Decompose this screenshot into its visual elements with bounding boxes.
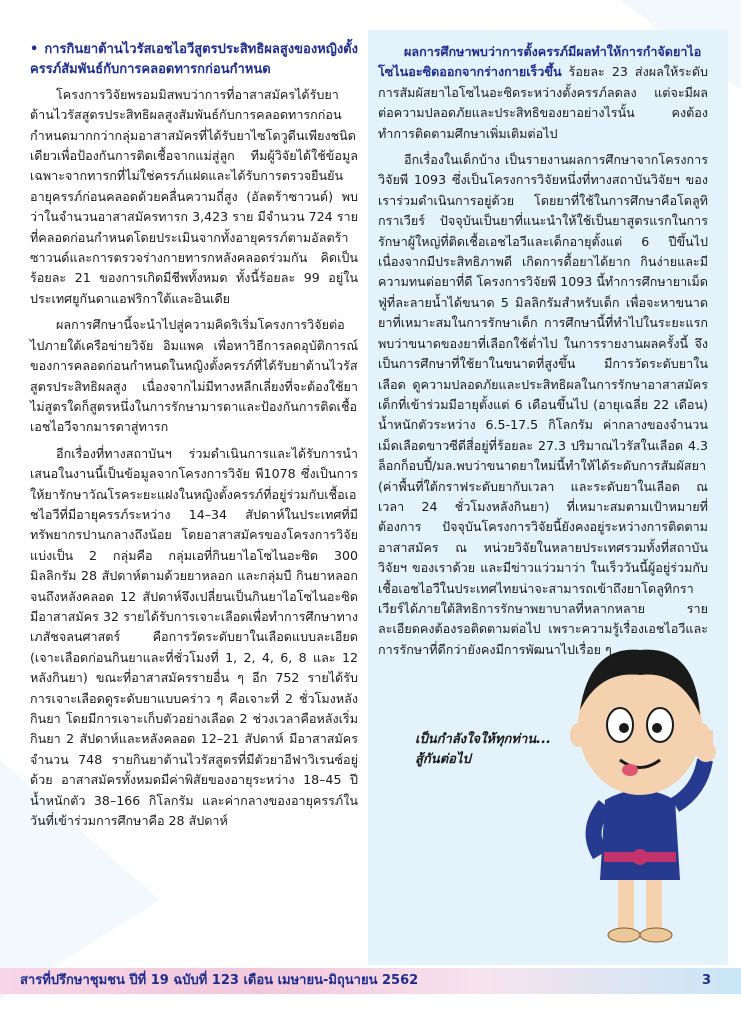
paragraph: ผลการศึกษานี้จะนำไปสู่ความคิดริเริ่มโครงการวิจัยต่อไปภายใต้เครือข่ายวิจัย อิมแพค เพื่อหาวิธีการลดอุบัติการณ์ของการคลอดก่อนกำหนดในหญิงตั้งครรภ์ที่ได้รับยาต้านไวรัสสูตรประสิทธิผลสูง เนื่องจากไม่มีทางหลีกเลี่ยงที่จะต้องใช้ยาไม่สูตรใดก็สูตรหนึ่งในการรักษามารดาและป้องกันการติดเชื้อเอชไอวีจากมารดาสู่ทารก [30, 317, 358, 435]
footer-publication-info: สารที่ปรึกษาชุมชน ปีที่ 19 ฉบับที่ 123 เดือน เมษายน-มิถุนายน 2562 [20, 973, 419, 988]
bullet-icon: • [30, 42, 39, 57]
paragraph: อีกเรื่องในเด็กบ้าง เป็นรายงานผลการศึกษาจากโครงการวิจัยพี 1093 ซึ่งเป็นโครงการวิจัยหนึ่งที่ทางสถาบันวิจัยฯ ของเราร่วมดำเนินการอยู่ด้วย โดยยาที่ใช้ในการศึกษาคือโดลูทิกราเวียร์ ปัจจุบันเป็นยาที่แนะนำให้ใช้เป็นยาสูตรแรกในการรักษาผู้ใหญ่ที่ติดเชื้อเอชไอวีและเด็กอายุตั้งแต่ 6 ปีขึ้นไป เนื่องจากมีประสิทธิภาพดี เกิดการดื้อยาได้ยาก กินง่ายและมีความทนต่อยาที่ดี โครงการวิจัยพี 1093 นี้ทำการศึกษายาเม็ดฟู่ที่ละลายน้ำได้ขนาด 5 มิลลิกรัมสำหรับเด็ก เพื่อจะหาขนาดยาที่เหมาะสมในการรักษาเด็ก การศึกษานี้ที่ทำไปในระยะแรก พบว่าขนาดของยาที่เลือกใช้ต่ำไป ในการรายงานผลครั้งนี้ จึงเป็นการศึกษาที่ใช้ยาในขนาดที่สูงขึ้น มีการวัดระดับยาในเลือด ดูความปลอดภัยและประสิทธิผลในการรักษาอาสาสมัครเด็กที่เข้าร่วมมีอายุตั้งแต่ 6 เดือนขึ้นไป (อายุเฉลี่ย 22 เดือน) น้ำหนักตัวระหว่าง 6.5-17.5 กิโลกรัม ค่ากลางของจำนวนเม็ดเลือดขาวซีดีสี่อยู่ที่ร้อยละ 27.3 ปริมาณไวรัสในเลือด 4.3 ล็อกก็อบปี้/มล.พบว่าขนาดยาใหม่นี้ทำให้ได้ระดับการสัมผัสยา (ค่าพื้นที่ใต้กราฟระดับยากับเวลา และระดับยาในเลือด ณ เวลา 24 ชั่วโมงหลังกินยา) ที่เหมาะสมตามเป้าหมายที่ต้องการ ปัจจุบันโครงการวิจัยนี้ยังคงอยู่ระหว่างการติดตามอาสาสมัคร ณ หน่วยวิจัยในหลายประเทศรวมทั้งที่สถาบันวิจัยฯ ของเราด้วย และมีข่าวแว่วมาว่า ในเร็ววันนี้ผู้อยู่ร่วมกับเชื้อเอชไอวีในประเทศไทยน่าจะสามารถเข้าถึงยาโดลูทิกราเวียร์ได้ภายใต้สิทธิการรักษาพยาบาลที่หลากหลาย รายละเอียดคงต้องรอติดตามต่อไป เพราะความรู้เรื่องเอชไอวีและการรักษาที่ดีกว่ายังคงมีการพัฒนาไปเรื่อย ๆ [378, 152, 708, 657]
paragraph: โครงการวิจัยพรอมมิสพบว่าการที่อาสาสมัครได้รับยาต้านไวรัสสูตรประสิทธิผลสูงสัมพันธ์กับการคลอดทารกก่อนกำหนดมากกว่ากลุ่มอาสาสมัครที่ได้รับยาไซโดวูดีนเพียงชนิดเดียวเพื่อป้องกันการติดเชื้อจากแม่สู่ลูก ทีมผู้วิจัยได้ใช้ข้อมูลเฉพาะจากทารกที่ไม่ใช่ครรภ์แฝดและได้รับการตรวจยืนยันอายุครรภ์ก่อนคลอดด้วยคลื่นความถี่สูง (อัลตร้าซาวนด์) พบว่าในจำนวนอาสาสมัครทารก 3,423 ราย มีจำนวน 724 รายที่คลอดก่อนกำหนดโดยประเมินจากทั้งอายุครรภ์ตามอัลตร้าซาวนด์และการตรวจร่างกายทารกหลังคลอดร่วมกัน คิดเป็นร้อยละ 21 ของการเกิดมีชีพทั้งหมด ทั้งนี้ร้อยละ 99 อยู่ในประเทศยูกันดาแอฟริกาใต้และอินเดีย [30, 86, 358, 306]
heading-text: การกินยาต้านไวรัสเอชไอวีสูตรประสิทธิผลสูงของหญิงตั้งครรภ์สัมพันธ์กับการคลอดทารกก่อนกำหนด [30, 42, 358, 78]
page-number: 3 [702, 973, 712, 988]
lead-text: ร้อยละ 23 ส่งผลให้ระดับการสัมผัสยาไอโซไนอะซิดระหว่างตั้งครรภ์ลดลง แต่จะมีผลต่อความปลอดภัยและประสิทธิของยาอย่างไรนั้น คงต้องทำการติดตามศึกษาเพิ่มเติมต่อไป [378, 64, 708, 141]
encouragement-line-1: เป็นกำลังใจให้ทุกท่าน... [415, 732, 551, 747]
right-column [378, 42, 708, 666]
lead-bold-text: ผลการศึกษาพบว่าการตั้งครรภ์มีผลทำให้การกำจัดยาไอโซไนอะซิดออกจากร่างกายเร็วขึ้น [378, 44, 702, 80]
mascot-illustration [560, 630, 720, 950]
lead-paragraph [378, 42, 708, 144]
paragraph: อีกเรื่องที่ทางสถาบันฯ ร่วมดำเนินการและได้รับการนำเสนอในงานนี้เป็นข้อมูลจากโครงการวิจัย พี1078 ซึ่งเป็นการให้ยารักษาวัณโรคระยะแฝงในหญิงตั้งครรภ์ที่อยู่ร่วมกับเชื้อเอชไอวีที่มีอายุครรภ์ระหว่าง 14–34 สัปดาห์ในประเทศที่มีทรัพยากรปานกลางถึงน้อย โดยอาสาสมัครของโครงการวิจัยแบ่งเป็น 2 กลุ่มคือ กลุ่มเอที่กินยาไอโซไนอะซิด 300 มิลลิกรัม 28 สัปดาห์ตามด้วยยาหลอก และกลุ่มบี กินยาหลอกจนถึงหลังคลอด 12 สัปดาห์จึงเปลี่ยนเป็นกินยาไอโซไนอะซิด มีอาสาสมัคร 32 รายได้รับการเจาะเลือดเพื่อทำการศึกษาทางเภสัชจลนศาสตร์ คือการวัดระดับยาในเลือดแบบละเอียด (เจาะเลือดก่อนกินยาและที่ชั่วโมงที่ 1, 2, 4, 6, 8 และ 12 หลังกินยา) ขณะที่อาสาสมัครรายอื่น ๆ อีก 752 รายได้รับการเจาะเลือดดูระดับยาแบบคร่าว ๆ คือเจาะที่ 2 ชั่วโมงหลังกินยา โดยมีการเจาะเก็บตัวอย่างเลือด 2 ช่วงเวลาคือหลังเริ่มกินยา 2 สัปดาห์และหลังคลอด 12–21 สัปดาห์ มีอาสาสมัครจำนวน 748 รายกินยาต้านไวรัสสูตรที่มีตัวยาอีฟาวิเรนซ์อยู่ด้วย อาสาสมัครทั้งหมดมีค่าพิสัยของอายุระหว่าง 18–45 ปี น้ำหนักตัว 38–166 กิโลกรัม และค่ากลางของอายุครรภ์ในวันที่เข้าร่วมการศึกษาคือ 28 สัปดาห์ [30, 445, 358, 829]
section-heading [30, 40, 358, 81]
encouragement-line-2: สู้กันต่อไป [415, 752, 471, 767]
left-column [30, 40, 358, 837]
